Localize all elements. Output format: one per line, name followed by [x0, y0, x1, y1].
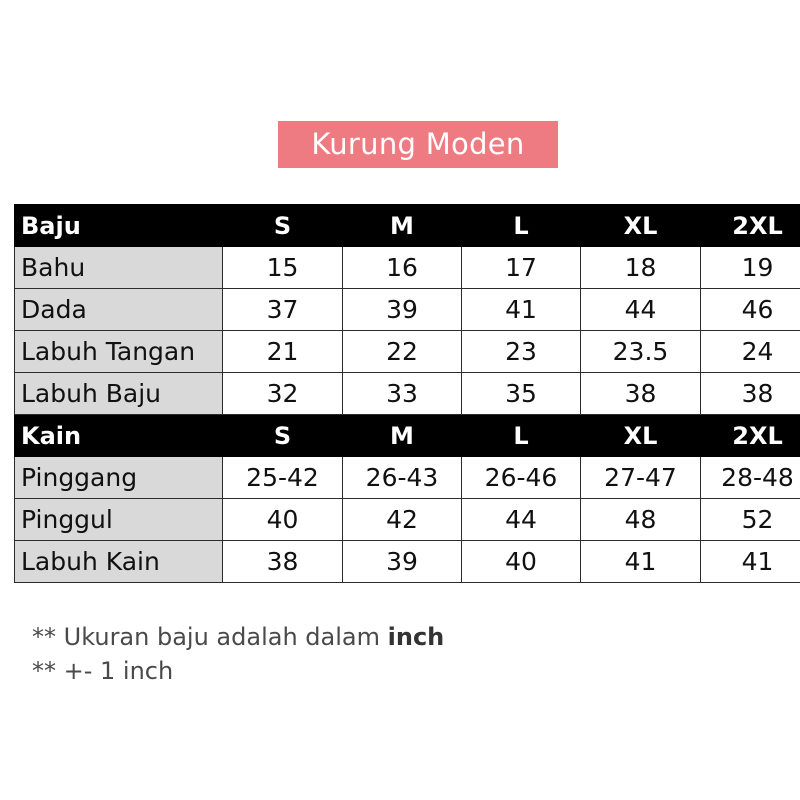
- table-cell: 38: [581, 373, 701, 415]
- table-row: [15, 331, 800, 373]
- table-cell: 26-46: [462, 457, 581, 499]
- size-header-2xl: 2XL: [701, 415, 800, 457]
- size-header-2xl: 2XL: [701, 205, 800, 247]
- table-cell: 41: [581, 541, 701, 583]
- table-cell: 19: [701, 247, 800, 289]
- row-label: Labuh Baju: [15, 373, 223, 415]
- row-label: Pinggul: [15, 499, 223, 541]
- size-header-s: S: [223, 205, 343, 247]
- table-cell: 38: [223, 541, 343, 583]
- table-cell: 44: [581, 289, 701, 331]
- size-header-s: S: [223, 415, 343, 457]
- row-label: Labuh Kain: [15, 541, 223, 583]
- section-header-baju: Baju: [15, 205, 223, 247]
- table-cell: 41: [701, 541, 800, 583]
- table-cell: 37: [223, 289, 343, 331]
- table-cell: 35: [462, 373, 581, 415]
- table-cell: 40: [462, 541, 581, 583]
- table-cell: 39: [343, 289, 462, 331]
- table-cell: 52: [701, 499, 800, 541]
- size-header-m: M: [343, 205, 462, 247]
- table-cell: 15: [223, 247, 343, 289]
- kain-header-row: [15, 415, 800, 457]
- row-label: Bahu: [15, 247, 223, 289]
- table-cell: 48: [581, 499, 701, 541]
- table-cell: 40: [223, 499, 343, 541]
- note-unit-emphasis: inch: [387, 623, 445, 651]
- note-unit: [32, 620, 444, 654]
- table-row: [15, 541, 800, 583]
- table-cell: 38: [701, 373, 800, 415]
- table-cell: 26-43: [343, 457, 462, 499]
- size-header-xl: XL: [581, 415, 701, 457]
- table-row: [15, 373, 800, 415]
- row-label: Pinggang: [15, 457, 223, 499]
- notes: [32, 620, 444, 688]
- table-row: [15, 289, 800, 331]
- table-cell: 17: [462, 247, 581, 289]
- table-cell: 44: [462, 499, 581, 541]
- table-cell: 18: [581, 247, 701, 289]
- row-label: Dada: [15, 289, 223, 331]
- table-cell: 16: [343, 247, 462, 289]
- table-cell: 21: [223, 331, 343, 373]
- section-header-kain: Kain: [15, 415, 223, 457]
- size-header-l: L: [462, 205, 581, 247]
- table-row: [15, 247, 800, 289]
- table-cell: 24: [701, 331, 800, 373]
- table-row: [15, 457, 800, 499]
- table-cell: 32: [223, 373, 343, 415]
- table-cell: 23.5: [581, 331, 701, 373]
- table-cell: 33: [343, 373, 462, 415]
- table-cell: 25-42: [223, 457, 343, 499]
- size-header-xl: XL: [581, 205, 701, 247]
- table-cell: 39: [343, 541, 462, 583]
- note-unit-text: ** Ukuran baju adalah dalam: [32, 623, 388, 651]
- table-cell: 22: [343, 331, 462, 373]
- page-title: Kurung Moden: [278, 121, 558, 168]
- table-cell: 42: [343, 499, 462, 541]
- table-cell: 46: [701, 289, 800, 331]
- table-cell: 23: [462, 331, 581, 373]
- table-cell: 41: [462, 289, 581, 331]
- note-tolerance: ** +- 1 inch: [32, 657, 174, 685]
- size-chart-table: [14, 204, 800, 583]
- table-cell: 27-47: [581, 457, 701, 499]
- table-row: [15, 499, 800, 541]
- row-label: Labuh Tangan: [15, 331, 223, 373]
- table-cell: 28-48: [701, 457, 800, 499]
- size-header-l: L: [462, 415, 581, 457]
- size-header-m: M: [343, 415, 462, 457]
- baju-header-row: [15, 205, 800, 247]
